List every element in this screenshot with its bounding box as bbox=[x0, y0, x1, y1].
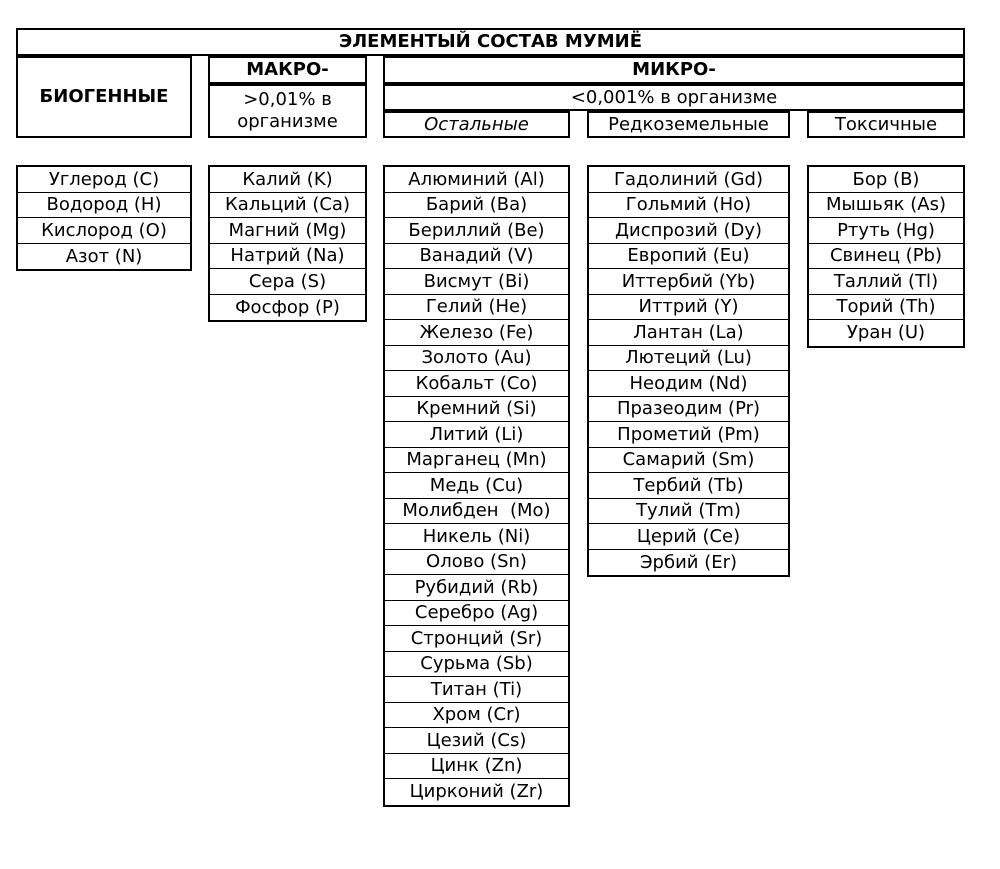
list-item: Иттрий (Y) bbox=[589, 295, 788, 321]
list-item: Никель (Ni) bbox=[385, 524, 568, 550]
list-item: Эрбий (Er) bbox=[639, 551, 738, 573]
list-item: Рубидий (Rb) bbox=[385, 575, 568, 601]
list-item: Церий (Ce) bbox=[589, 524, 788, 550]
micro-toxic-list bbox=[807, 165, 965, 348]
list-item: Стронций (Sr) bbox=[385, 626, 568, 652]
list-item: Барий (Ba) bbox=[385, 193, 568, 219]
list-item: Цирконий (Zr) bbox=[409, 781, 544, 803]
list-item: Иттербий (Yb) bbox=[589, 269, 788, 295]
list-item: Торий (Th) bbox=[809, 295, 963, 321]
list-item: Свинец (Pb) bbox=[809, 244, 963, 270]
list-item: Марганец (Mn) bbox=[385, 448, 568, 474]
list-item: Азот (N) bbox=[65, 245, 143, 267]
macro-header: МАКРО- bbox=[208, 56, 367, 84]
list-item: Титан (Ti) bbox=[385, 677, 568, 703]
list-item: Хром (Cr) bbox=[385, 703, 568, 729]
micro-other-list bbox=[383, 165, 570, 807]
list-item: Литий (Li) bbox=[385, 422, 568, 448]
list-item: Висмут (Bi) bbox=[385, 269, 568, 295]
list-item: Кремний (Si) bbox=[385, 397, 568, 423]
list-item: Золото (Au) bbox=[385, 346, 568, 372]
list-item: Уран (U) bbox=[846, 322, 926, 344]
micro-toxic-header: Токсичные bbox=[807, 111, 965, 138]
list-item: Лантан (La) bbox=[589, 320, 788, 346]
list-item: Серебро (Ag) bbox=[385, 601, 568, 627]
list-item: Празеодим (Pr) bbox=[589, 397, 788, 423]
page-title: ЭЛЕМЕНТЫЙ СОСТАВ МУМИЁ bbox=[16, 28, 965, 56]
list-item: Калий (K) bbox=[210, 167, 365, 193]
list-item: Железо (Fe) bbox=[385, 320, 568, 346]
list-item: Европий (Eu) bbox=[589, 244, 788, 270]
list-item: Ртуть (Hg) bbox=[809, 218, 963, 244]
list-item: Таллий (Tl) bbox=[809, 269, 963, 295]
list-item: Тулий (Tm) bbox=[589, 499, 788, 525]
list-item: Гольмий (Ho) bbox=[589, 193, 788, 219]
list-item: Сурьма (Sb) bbox=[385, 652, 568, 678]
list-item: Самарий (Sm) bbox=[589, 448, 788, 474]
list-item: Водород (H) bbox=[18, 193, 190, 219]
list-item: Гелий (He) bbox=[385, 295, 568, 321]
biogenic-list bbox=[16, 165, 192, 271]
list-item: Сера (S) bbox=[210, 269, 365, 295]
list-item: Медь (Cu) bbox=[385, 473, 568, 499]
list-item: Молибден (Mo) bbox=[385, 499, 568, 525]
micro-header: МИКРО- bbox=[383, 56, 965, 84]
list-item: Натрий (Na) bbox=[210, 244, 365, 270]
list-item: Ванадий (V) bbox=[385, 244, 568, 270]
list-item: Тербий (Tb) bbox=[589, 473, 788, 499]
list-item: Кальций (Ca) bbox=[210, 193, 365, 219]
list-item: Фосфор (P) bbox=[235, 296, 340, 318]
list-item: Лютеций (Lu) bbox=[589, 346, 788, 372]
micro-rare-earth-header: Редкоземельные bbox=[587, 111, 790, 138]
micro-other-header: Остальные bbox=[383, 111, 570, 138]
list-item: Неодим (Nd) bbox=[589, 371, 788, 397]
list-item: Прометий (Pm) bbox=[589, 422, 788, 448]
list-item: Цезий (Cs) bbox=[385, 728, 568, 754]
list-item: Гадолиний (Gd) bbox=[589, 167, 788, 193]
biogenic-header: БИОГЕННЫЕ bbox=[16, 56, 192, 138]
micro-note: <0,001% в организме bbox=[383, 84, 965, 111]
macro-note: >0,01% в организме bbox=[208, 84, 367, 138]
list-item: Углерод (C) bbox=[18, 167, 190, 193]
list-item: Цинк (Zn) bbox=[385, 754, 568, 780]
macro-list bbox=[208, 165, 367, 322]
micro-rare-earth-list bbox=[587, 165, 790, 577]
list-item: Диспрозий (Dy) bbox=[589, 218, 788, 244]
list-item: Магний (Mg) bbox=[210, 218, 365, 244]
list-item: Мышьяк (As) bbox=[809, 193, 963, 219]
list-item: Алюминий (Al) bbox=[385, 167, 568, 193]
list-item: Кислород (O) bbox=[18, 218, 190, 244]
list-item: Олово (Sn) bbox=[385, 550, 568, 576]
list-item: Бериллий (Be) bbox=[385, 218, 568, 244]
list-item: Бор (B) bbox=[809, 167, 963, 193]
list-item: Кобальт (Co) bbox=[385, 371, 568, 397]
